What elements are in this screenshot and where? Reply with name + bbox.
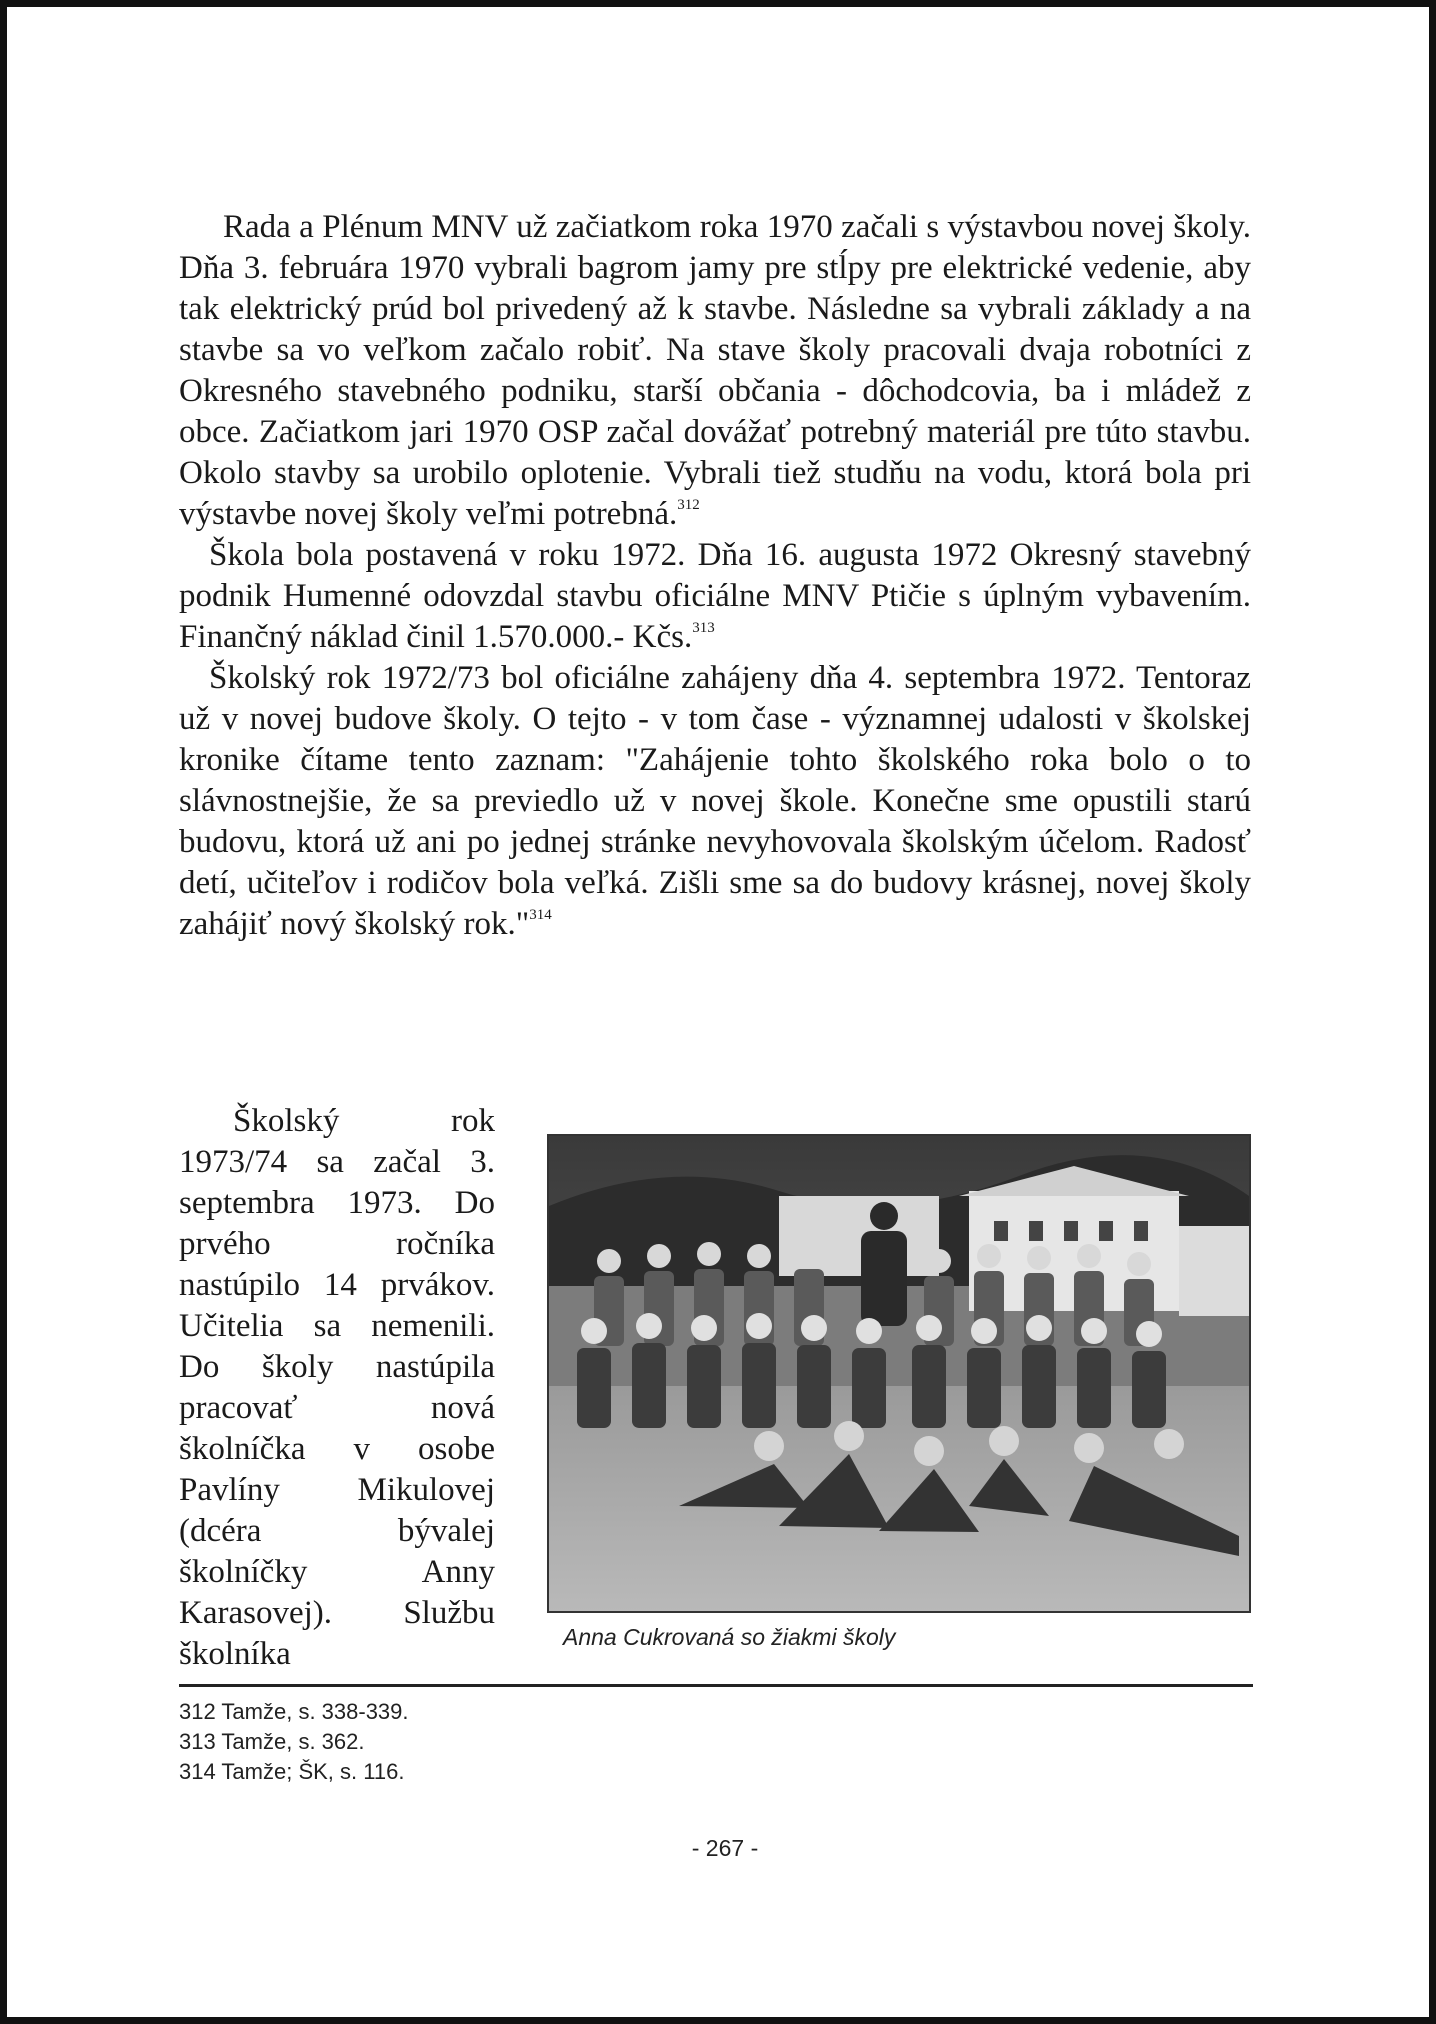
paragraph-2-text: Škola bola postavená v roku 1972. Dňa 16. augusta 1972 Okresný stavebný podnik Humenné odovzdal stavbu oficiálne MNV Ptičie s úplným vybavením. Finančný náklad činil 1.570.000.- Kčs. [179, 537, 1251, 655]
footnote-312: 312 Tamže, s. 338-339. [179, 1699, 409, 1724]
footnote-ref-314: 314 [529, 907, 552, 923]
footnote-ref-312: 312 [677, 497, 700, 513]
main-text [179, 207, 1251, 945]
photo-illustration [549, 1136, 1249, 1611]
class-photo [547, 1134, 1251, 1613]
paragraph-1 [179, 207, 1251, 535]
photo-caption: Anna Cukrovaná so žiakmi školy [563, 1624, 896, 1650]
paragraph-1-text: Rada a Plénum MNV už začiatkom roka 1970 začali s výstavbou novej školy. Dňa 3. februára 1970 vybrali bagrom jamy pre stĺpy pre elektrické vedenie, aby tak elektrický prúd bol privedený až k stavbe. Následne sa vybrali základy a na stavbe sa vo veľkom začalo robiť. Na stave školy pracovali dvaja robotníci z Okresného stavebného podniku, starší občania - dôchodcovia, ba i mládež z obce. Začiatkom jari 1970 OSP začal dovážať potrebný materiál pre túto stavbu. Okolo stavby sa urobilo oplotenie. Vybrali tiež studňu na vodu, ktorá bola pri výstavbe novej školy veľmi potrebná. [179, 209, 1251, 532]
paragraph-4: Školský rok 1973/74 sa začal 3. septembra 1973. Do prvého ročníka nastúpilo 14 prvákov. Učitelia sa nemenili. Do školy nastúpila pracovať nová školníčka v osobe Pavlíny Mikulovej (dcéra bývalej školníčky Anny Karasovej). Službu školníka [179, 1103, 495, 1672]
paragraph-2 [179, 535, 1251, 658]
footnote-ref-313: 313 [692, 620, 715, 636]
paragraph-3 [179, 658, 1251, 945]
narrow-column-text [179, 1101, 495, 1675]
footnote-313: 313 Tamže, s. 362. [179, 1729, 365, 1754]
footnote-314: 314 Tamže; ŠK, s. 116. [179, 1759, 405, 1784]
footnote-divider [179, 1684, 1253, 1687]
paragraph-3-text: Školský rok 1972/73 bol oficiálne zahájeny dňa 4. septembra 1972. Tentoraz už v novej budove školy. O tejto - v tom čase - významnej udalosti v školskej kronike čítame tento zaznam: "Zahájenie tohto školského roka bolo o to slávnostnejšie, že sa previedlo už v novej škole. Konečne sme opustili starú budovu, ktorá už ani po jednej stránke nevyhovovala školským účelom. Radosť detí, učiteľov i rodičov bola veľká. Zišli sme sa do budovy krásnej, novej školy zahájiť nový školský rok." [179, 660, 1251, 942]
page-number: - 267 - [691, 1835, 759, 1861]
footnotes [179, 1697, 409, 1787]
